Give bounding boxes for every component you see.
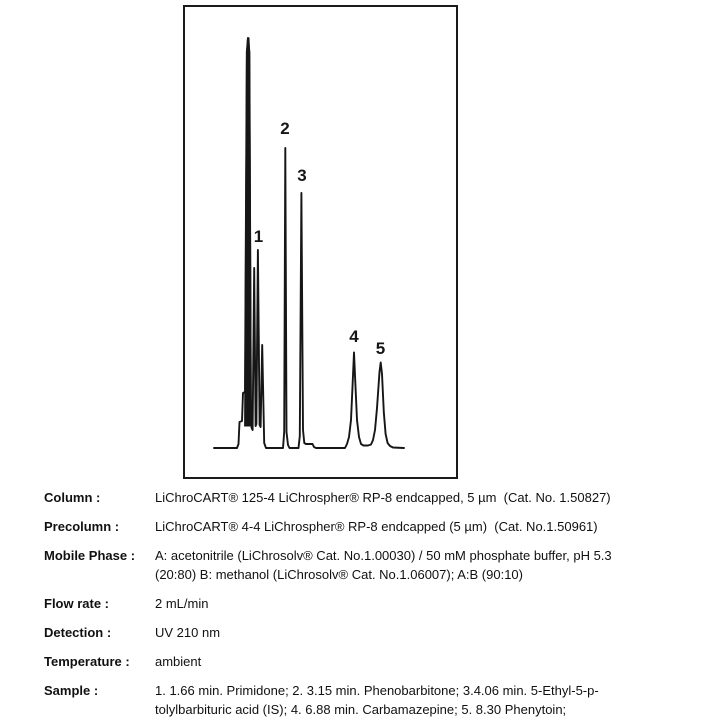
- method-value-line: LiChroCART® 125-4 LiChrospher® RP-8 endcapped, 5 µm (Cat. No. 1.50827): [155, 490, 611, 505]
- method-value: [155, 594, 689, 613]
- method-row: [44, 652, 689, 671]
- method-label: Detection :: [44, 625, 112, 640]
- method-row: [44, 681, 689, 719]
- chromatogram-trace: [214, 38, 404, 448]
- method-value: [155, 488, 689, 507]
- peak-label: 2: [280, 119, 290, 138]
- method-value-line: 2 mL/min: [155, 596, 209, 611]
- peak-label: 5: [375, 339, 386, 358]
- method-row: [44, 488, 689, 507]
- method-value: [155, 652, 689, 671]
- method-label: Precolumn :: [44, 519, 120, 534]
- method-row: [44, 594, 689, 613]
- peak-label: 4: [349, 327, 359, 346]
- method-value-line: ambient: [155, 654, 202, 669]
- peak-label: 3: [297, 166, 307, 185]
- method-label: Mobile Phase :: [44, 548, 136, 563]
- method-value: [155, 517, 689, 536]
- method-value-line: UV 210 nm: [155, 625, 221, 640]
- method-value: [155, 623, 689, 642]
- method-table: [44, 488, 689, 725]
- method-row: [44, 517, 689, 536]
- method-value-line: tolylbarbituric acid (IS); 4. 6.88 min. Carbamazepine; 5. 8.30 Phenytoin;: [155, 702, 567, 717]
- chromatogram-svg: [185, 7, 456, 477]
- method-label: Temperature :: [44, 654, 130, 669]
- method-row: [44, 546, 689, 584]
- method-label: Column :: [44, 490, 101, 505]
- method-value-line: LiChroCART® 4-4 LiChrospher® RP-8 endcapped (5 µm) (Cat. No.1.50961): [155, 519, 598, 534]
- method-label: Sample :: [44, 683, 99, 698]
- peak-label: 1: [253, 227, 264, 246]
- method-value: [155, 681, 689, 719]
- method-value: [155, 546, 689, 584]
- method-value-line: A: acetonitrile (LiChrosolv® Cat. No.1.00030) / 50 mM phosphate buffer, pH 5.3: [155, 548, 612, 563]
- chromatogram-panel: [183, 5, 458, 479]
- method-value-line: (20:80) B: methanol (LiChrosolv® Cat. No.1.06007); A:B (90:10): [155, 567, 523, 582]
- method-row: [44, 623, 689, 642]
- method-label: Flow rate :: [44, 596, 110, 611]
- method-value-line: 1. 1.66 min. Primidone; 2. 3.15 min. Phenobarbitone; 3.4.06 min. 5-Ethyl-5-p-: [155, 683, 599, 698]
